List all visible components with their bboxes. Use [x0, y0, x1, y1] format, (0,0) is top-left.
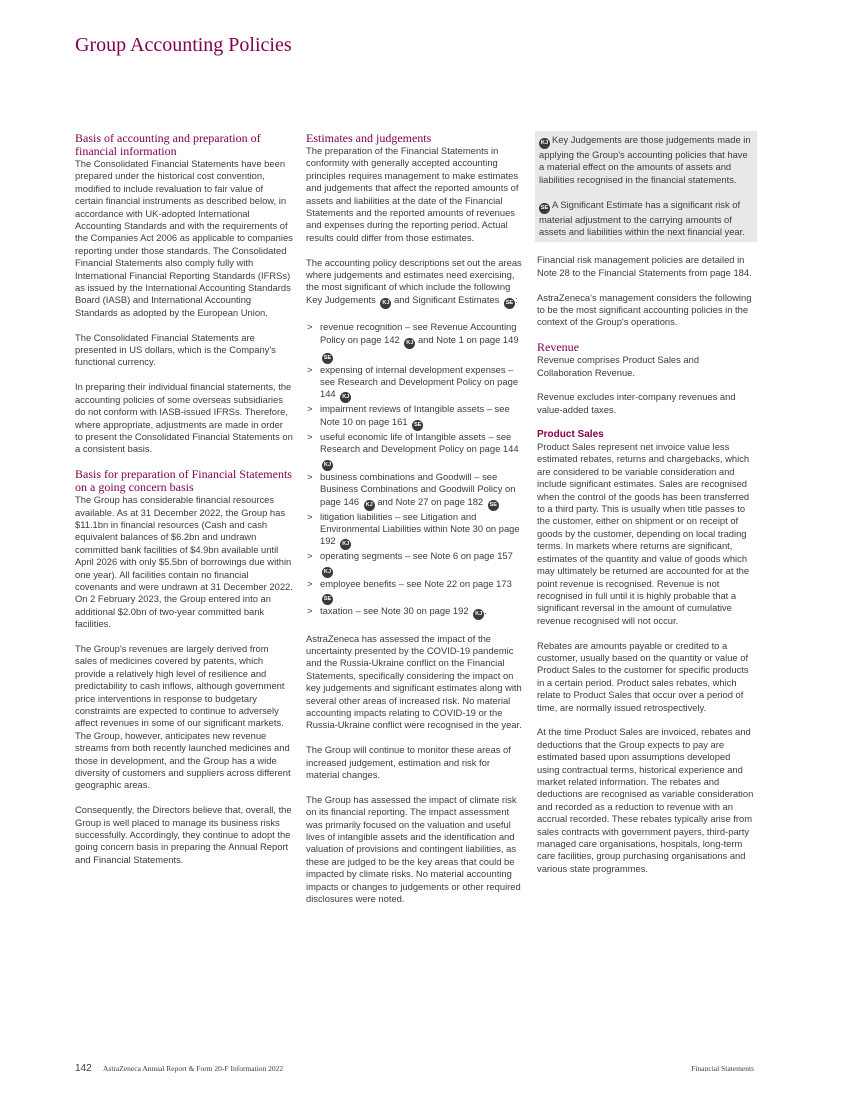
section-label: Financial Statements — [691, 1064, 754, 1073]
paragraph-key-areas: The accounting policy descriptions set out the areas where judgements and estimates need exercising, the most significant of which include the following Key Judgements KJ and Significant Estimates SE : — [306, 257, 524, 309]
paragraph: Revenue excludes inter-company revenues and value-added taxes. — [537, 391, 736, 415]
heading-product-sales: Product Sales — [537, 428, 604, 440]
column-left — [75, 132, 293, 879]
paragraph: AstraZeneca's management considers the following to be the most significant accounting policies in the context of the Group's operations. — [537, 291, 752, 328]
paragraph: At the time Product Sales are invoiced, rebates and deductions that the Group expects to pay are estimated based upon assumptions developed using contractual terms, historical experience and market related information. The rebates and deductions are recognised as variable consideration and recorded as a reduction to revenue with an accrual recorded. These rebates typically arise from sales contracts with government payers, third-party managed care organisations, hospitals, long-term care facilities, group purchasing organisations and various state programmes. — [537, 726, 754, 874]
significant-estimate-icon: SE — [539, 203, 550, 214]
paragraph: The Group's revenues are largely derived from sales of medicines covered by patents, which provide a relatively high level of resilience and predictability to cash inflows, although government price interventions in response to budgetary constraints are expected to continue to adversely affect revenues in some of our significant markets. The Group, however, anticipates new revenue streams from both recently launched medicines and those in development, and the Group has a wide diversity of customers and suppliers across different geographic areas. — [75, 642, 291, 791]
significant-estimate-icon: SE — [504, 298, 515, 309]
significant-estimate-definition: SE A Significant Estimate has a significant risk of material adjustment to the carrying amounts of assets and liabilities within the next financial year. — [539, 198, 745, 238]
paragraph: The Group has considerable financial resources available. As at 31 December 2022, the Group has $11.1bn in financial resources (Cash and cash equivalent balances of $6.2bn and undrawn committed bank facilities of $4.9bn available until April 2026 with only $5.5bn of borrowings due within one year). All facilities contain no financial covenants and were undrawn at 31 December 2022. On 2 February 2023, the Group entered into an additional $2.0bn of two-year committed bank facilities. — [75, 494, 293, 630]
significant-estimate-icon: SE — [488, 500, 499, 511]
paragraph: The Consolidated Financial Statements are presented in US dollars, which is the Company's functional currency. — [75, 331, 276, 368]
key-judgement-icon: KJ — [404, 338, 415, 349]
heading-basis-of-accounting: Basis of accounting and preparation of financial information — [75, 131, 261, 158]
key-judgement-icon: KJ — [322, 460, 333, 471]
chevron-right-icon: > — [307, 470, 313, 482]
chevron-right-icon: > — [307, 403, 313, 415]
key-judgement-icon: KJ — [473, 609, 484, 620]
paragraph: Consequently, the Directors believe that, overall, the Group is well placed to manage its business risks successfully. Accordingly, they continue to adopt the going concern basis in preparing the Annual Report and Financial Statements. — [75, 804, 292, 865]
significant-estimate-icon: SE — [322, 353, 333, 364]
key-judgement-definition: KJ Key Judgements are those judgements made in applying the Group's accounting policies that have a material effect on the amounts of assets and liabilities recognised in the financial statements. — [539, 134, 751, 185]
list-item: > useful economic life of Intangible assets – see Research and Development Policy on page 144 KJ — [306, 431, 524, 471]
chevron-right-icon: > — [307, 577, 313, 589]
significant-estimate-icon: SE — [322, 594, 333, 605]
list-item: > business combinations and Goodwill – see Business Combinations and Goodwill Policy on page 146 KJ and Note 27 on page 182 SE — [306, 471, 524, 511]
paragraph: Rebates are amounts payable or credited to a customer, usually based on the quantity or value of Product Sales to the customer for specific products in a certain period. Product sales rebates, which relate to Product Sales that occur over a period of time, are normally issued retrospectively. — [537, 639, 749, 713]
list-item: > operating segments – see Note 6 on page 157 KJ — [306, 550, 524, 577]
paragraph: AstraZeneca has assessed the impact of the uncertainty presented by the COVID-19 pandemic and the Russia-Ukraine conflict on the Financial Statements, specifically considering the impact on key judgements and significant estimates along with several other areas of increased risk. No material accounting impacts relating to COVID-19 or the Russia-Ukraine conflict were recognised in the year. — [306, 632, 522, 731]
chevron-right-icon: > — [307, 321, 313, 333]
chevron-right-icon: > — [307, 430, 313, 442]
heading-estimates-judgements: Estimates and judgements — [306, 131, 432, 145]
list-item: > impairment reviews of Intangible assets – see Note 10 on page 161 SE — [306, 403, 524, 430]
column-right — [537, 132, 755, 888]
list-item: > litigation liabilities – see Litigation and Environmental Liabilities within Note 30 on page 192 KJ — [306, 511, 524, 551]
paragraph: Product Sales represent net invoice value less estimated rebates, returns and chargebacks, which are considered to be variable consideration and include significant estimates. Sales are recognised when the control of the goods has been transferred to a third party. This is usually when title passes to the customer, either on shipment or on receipt of goods by the customer, depending on local trading terms. In markets where returns are significant, estimates of the quantity and value of goods which may ultimately be returned are accounted for at the point revenue is recognised. Revenue is not recognised in full until it is highly probable that a significant reversal in the amount of cumulative revenue recognised will not occur. — [537, 441, 750, 626]
paragraph: The Group has assessed the impact of climate risk on its financial reporting. The impact assessment was primarily focused on the valuation and useful lives of intangible assets and the identification and valuation of provisions and contingent liabilities, as these are judged to be the key areas that could be impacted by climate risks. No material accounting impacts or changes to judgements or other required disclosures were noted. — [306, 793, 521, 905]
paragraph: The Group will continue to monitor these areas of increased judgement, estimation and risk for material changes. — [306, 744, 511, 780]
chevron-right-icon: > — [307, 550, 313, 562]
heading-going-concern: Basis for preparation of Financial Statements on a going concern basis — [75, 467, 292, 495]
list-item: > taxation – see Note 30 on page 192 KJ . — [306, 605, 524, 620]
list-item: > employee benefits – see Note 22 on page 173 SE — [306, 578, 524, 605]
list-item: > expensing of internal development expenses – see Research and Development Policy on page 144 KJ — [306, 364, 524, 404]
chevron-right-icon: > — [307, 363, 313, 375]
key-judgement-icon: KJ — [364, 500, 375, 511]
list-item: > revenue recognition – see Revenue Accounting Policy on page 142 KJ and Note 1 on page 149 SE — [306, 321, 524, 363]
key-judgement-icon: KJ — [322, 567, 333, 578]
paragraph: Revenue comprises Product Sales and Collaboration Revenue. — [537, 354, 700, 378]
key-definitions-box — [535, 131, 757, 242]
key-judgement-icon: KJ — [380, 298, 391, 309]
report-title: AstraZeneca Annual Report & Form 20-F Information 2022 — [103, 1064, 284, 1073]
key-judgement-icon: KJ — [340, 539, 351, 550]
key-areas-list — [306, 321, 524, 620]
key-judgement-icon: KJ — [340, 392, 351, 403]
heading-revenue: Revenue — [537, 340, 579, 355]
page-title: Group Accounting Policies — [75, 34, 292, 56]
chevron-right-icon: > — [307, 605, 313, 617]
paragraph: The preparation of the Financial Statements in conformity with generally accepted accounting principles requires management to make estimates and judgements that affect the reported amounts of assets and liabilities at the date of the Financial Statements and the reported amounts of revenues and expenses during the reporting period. Actual results could differ from those estimates. — [306, 145, 519, 243]
paragraph: Financial risk management policies are detailed in Note 28 to the Financial Statements from page 184. — [537, 254, 752, 278]
key-judgement-icon: KJ — [539, 138, 550, 149]
column-middle — [306, 132, 524, 918]
chevron-right-icon: > — [307, 510, 313, 522]
paragraph: The Consolidated Financial Statements have been prepared under the historical cost convention, modified to include revaluation to fair value of certain financial instruments as described below, in accordance with UK-adopted International Accounting Standards and with the requirements of the Companies Act 2006 as applicable to companies reporting under those standards. The Consolidated Financial Statements also comply fully with International Financial Reporting Standards (IFRSs) as issued by the International Accounting Standards Board (IASB) and International Accounting Standards as adopted by the European Union. — [75, 158, 293, 318]
significant-estimate-icon: SE — [412, 420, 423, 431]
paragraph: In preparing their individual financial statements, the accounting policies of some overseas subsidiaries do not conform with IASB-issued IFRSs. Therefore, where appropriate, adjustments are made in order to present the Consolidated Financial Statements on a consistent basis. — [75, 381, 293, 455]
page-number: 142 — [75, 1063, 92, 1074]
